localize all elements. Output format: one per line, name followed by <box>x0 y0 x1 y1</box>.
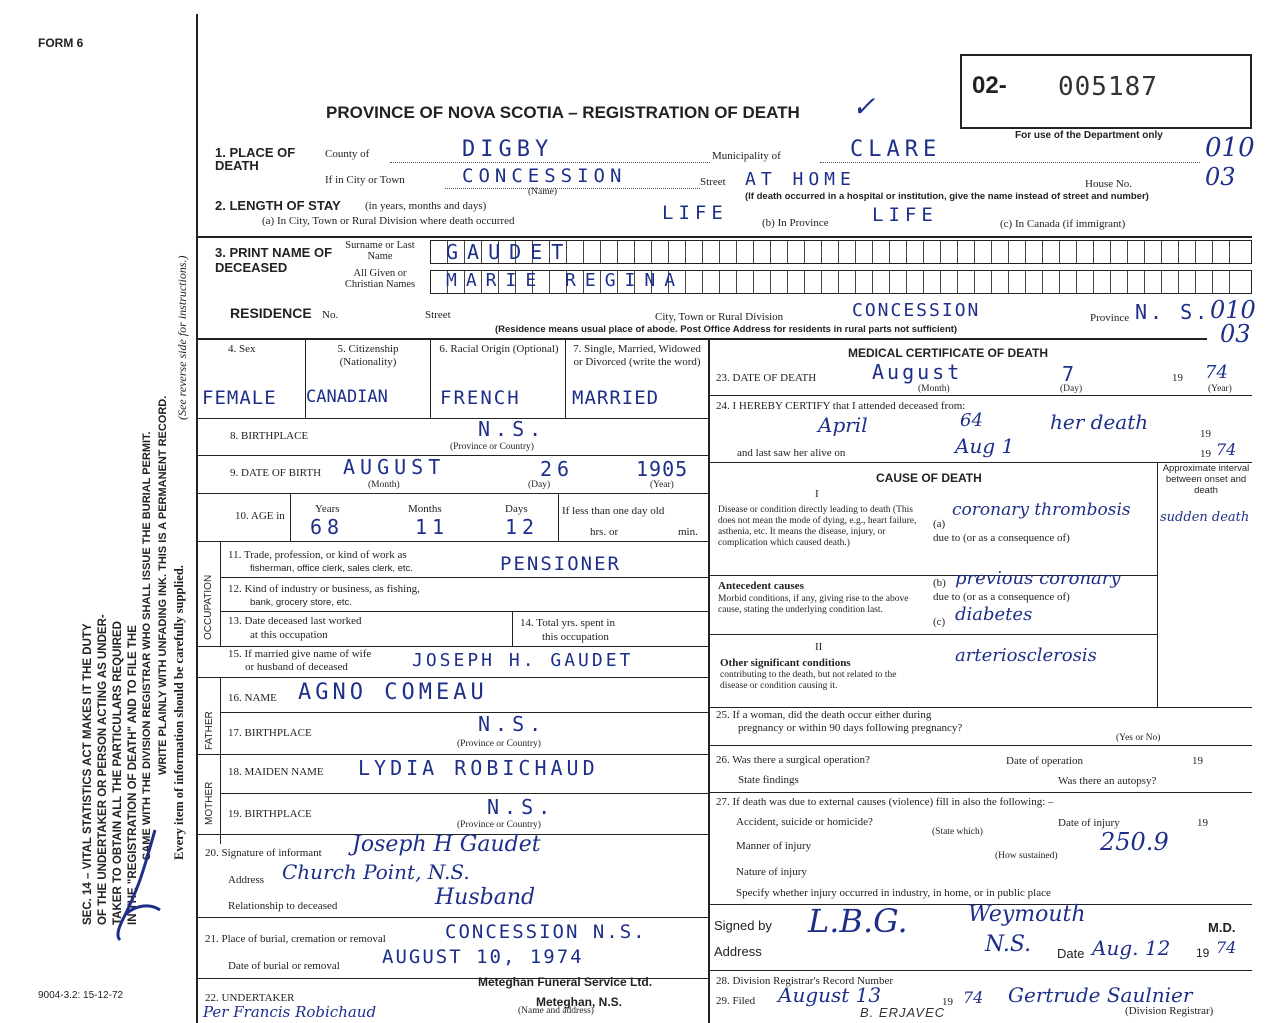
death-day-sub: (Day) <box>1060 384 1083 394</box>
residence-street-label: Street <box>425 309 451 321</box>
municipality-value: CLARE <box>850 137 942 162</box>
cause-a-value: coronary thrombosis <box>952 500 1131 520</box>
h25 <box>708 707 1252 708</box>
certify-label: 24. I HEREBY CERTIFY that I attended deceased from: <box>716 400 966 412</box>
h26 <box>708 745 1252 746</box>
father-side-label: FATHER <box>204 711 215 750</box>
birthplace-sub: (Province or Country) <box>450 442 534 452</box>
side-line-3: TAKER TO OBTAIN ALL THE PARTICULARS REQUIRED <box>112 621 124 925</box>
father-birthplace-label: 17. BIRTHPLACE <box>228 727 312 739</box>
maiden-name-label: 18. MAIDEN NAME <box>228 766 324 778</box>
cause-b-label: (b) <box>933 577 946 589</box>
street-value: AT HOME <box>745 169 856 190</box>
reg-box-bottom <box>960 127 1252 129</box>
total-years-label: 14. Total yrs. spent in <box>520 617 615 629</box>
cert-date-year: 74 <box>1216 938 1237 957</box>
roman-1: I <box>815 488 819 500</box>
check-mark: ✓ <box>852 90 876 123</box>
v14 <box>512 611 513 646</box>
trade-value: PENSIONER <box>500 553 621 575</box>
dept-only-note: For use of the Department only <box>1015 130 1163 141</box>
side-line-1: SEC. 14 – VITAL STATISTICS ACT MAKES IT THE DUTY <box>82 623 94 925</box>
city-value: CONCESSION <box>462 165 627 187</box>
dob-day-sub: (Day) <box>528 480 551 490</box>
side-line-4: IN THE "REGISTRATION OF DEATH" AND TO FILE THE <box>127 625 139 925</box>
years-value: 68 <box>310 515 345 539</box>
other-value: arteriosclerosis <box>955 645 1097 666</box>
dob-year-sub: (Year) <box>650 480 674 490</box>
residence-city-value: CONCESSION <box>852 300 981 321</box>
death-month-sub: (Month) <box>918 384 950 394</box>
v-cit <box>430 338 431 418</box>
operation-date-label: Date of operation <box>1006 755 1083 767</box>
h16 <box>197 677 708 678</box>
stay-c-label: (c) In Canada (if immigrant) <box>1000 218 1126 230</box>
due-to-2: due to (or as a consequence of) <box>933 591 1070 603</box>
reg-prefix: 02- <box>972 72 1007 99</box>
industry-label: 12. Kind of industry or business, as fishing, <box>228 583 420 595</box>
given-label: All Given or Christian Names <box>344 268 416 290</box>
citizenship-label: 5. Citizenship (Nationality) <box>337 343 399 368</box>
address-value: N.S. <box>985 932 1032 957</box>
residence-prov-label: Province <box>1090 312 1130 324</box>
side-line-7: Every item of information should be carefully supplied. <box>172 565 186 860</box>
place-note: (If death occurred in a hospital or institution, give the name instead of street and number) <box>745 191 1149 202</box>
h11 <box>197 541 708 542</box>
attended-from-year: 64 <box>960 410 983 431</box>
cause-title: CAUSE OF DEATH <box>876 471 982 485</box>
attended-from: April <box>818 413 868 437</box>
sex-value: FEMALE <box>202 387 277 409</box>
pregnancy-sub: pregnancy or within 90 days following pregnancy? <box>738 722 963 734</box>
side-line-5: SAME WITH THE DIVISION REGISTRAR WHO SHALL ISSUE THE BURIAL PERMIT. <box>141 431 153 860</box>
marital-value: MARRIED <box>572 387 660 409</box>
death-year-sub: (Year) <box>1208 384 1232 394</box>
v-mother <box>220 754 221 844</box>
dob-month: AUGUST <box>343 455 446 479</box>
h12 <box>220 577 708 578</box>
undertaker-sub: (Name and address) <box>518 1006 594 1016</box>
manner-label: Manner of injury <box>736 840 812 852</box>
nineteen-4: 19 <box>1197 817 1208 829</box>
cause-c-label: (c) <box>933 616 946 628</box>
stay-sub: (in years, months and days) <box>365 200 487 212</box>
muni-line <box>820 162 1200 163</box>
cause-a-interval: sudden death <box>1160 510 1250 525</box>
death-year: 74 <box>1205 362 1228 383</box>
citizenship-value: CANADIAN <box>306 387 388 407</box>
stay-b-value: LIFE <box>872 204 938 226</box>
document-code: 9004-3.2: 15-12-72 <box>38 990 124 1001</box>
race-value: FRENCH <box>440 387 521 409</box>
burial-date-value: AUGUST 10, 1974 <box>382 946 584 968</box>
antecedent-sub: Morbid conditions, if any, giving rise to the above cause, stating the underlying condition last. <box>718 594 909 615</box>
stay-a-value: LIFE <box>662 202 728 224</box>
marital-label: 7. Single, Married, Widowed or Divorced (write the word) <box>573 343 701 368</box>
nineteen-1: 19 <box>1200 428 1211 440</box>
name-sub-label: (Name) <box>528 187 558 197</box>
death-day: 7 <box>1062 362 1080 386</box>
trade-label: 11. Trade, profession, or kind of work as <box>228 549 407 561</box>
filed-year: 74 <box>963 988 984 1007</box>
v-occ <box>220 541 221 646</box>
h13 <box>220 611 708 612</box>
total-years-sub: this occupation <box>542 631 609 643</box>
cert-date-19: 19 <box>1196 946 1210 960</box>
v-lt <box>558 493 559 541</box>
h21 <box>197 917 708 918</box>
residence-no-label: No. <box>322 309 339 321</box>
print-name-label: 3. PRINT NAME OF DECEASED <box>215 245 333 275</box>
mother-birthplace-value: N.S. <box>487 795 556 819</box>
residence-city-label: City, Town or Rural Division <box>655 311 784 323</box>
h-other <box>710 634 1157 635</box>
h10 <box>197 493 708 494</box>
city-line <box>445 188 700 189</box>
interval-label: Approximate interval between onset and death <box>1162 463 1250 496</box>
death-month: August <box>872 360 963 384</box>
residence-label: RESIDENCE <box>230 305 312 321</box>
registrar-stamp: B. ERJAVEC <box>860 1005 946 1020</box>
years-label: Years <box>315 503 340 515</box>
left-border <box>196 14 198 1023</box>
informant-address-value: Church Point, N.S. <box>282 860 470 884</box>
informant-signature: Joseph H Gaudet <box>352 832 541 857</box>
due-to-1: due to (or as a consequence of) <box>933 532 1070 544</box>
dob-day: 26 <box>540 457 575 481</box>
h18 <box>197 754 708 755</box>
residence-note: (Residence means usual place of abode. Post Office Address for residents in rural parts not sufficient) <box>495 324 958 335</box>
last-seen-year: 74 <box>1216 440 1237 459</box>
spouse-label: 15. If married give name of wife <box>228 648 372 660</box>
signed-place: Weymouth <box>968 902 1086 927</box>
county-value: DIGBY <box>462 137 554 162</box>
father-birthplace-sub: (Province or Country) <box>457 739 541 749</box>
stay-a-label: (a) In City, Town or Rural Division where death occurred <box>262 215 515 227</box>
given-value: MARIE REGINA <box>446 270 685 291</box>
nature-label: Nature of injury <box>736 866 807 878</box>
medical-title: MEDICAL CERTIFICATE OF DEATH <box>848 346 1048 360</box>
father-name-value: AGNO COMEAU <box>298 680 488 705</box>
signed-by-label: Signed by <box>714 918 772 933</box>
address-label: Address <box>714 944 762 959</box>
h27 <box>708 792 1252 793</box>
informant-label: 20. Signature of informant <box>205 847 322 859</box>
code-value: 250.9 <box>1100 828 1169 856</box>
mother-birthplace-label: 19. BIRTHPLACE <box>228 808 312 820</box>
reg-box-right <box>1250 54 1252 129</box>
reg-box-top <box>960 54 1252 56</box>
informant-address-label: Address <box>228 874 265 886</box>
mother-birthplace-sub: (Province or Country) <box>457 820 541 830</box>
form-title: PROVINCE OF NOVA SCOTIA – REGISTRATION OF DEATH <box>326 103 800 122</box>
hrs-label: hrs. or <box>590 526 619 538</box>
house-code: 03 <box>1205 163 1236 191</box>
days-value: 12 <box>505 515 540 539</box>
burial-place-label: 21. Place of burial, cremation or removal <box>205 933 386 945</box>
date-of-death-label: 23. DATE OF DEATH <box>716 372 817 384</box>
h8 <box>197 418 708 419</box>
sex-label: 4. Sex <box>228 343 256 355</box>
other-sub: contributing to the death, but not related to the disease or condition causing it. <box>720 670 897 691</box>
relationship-value: Husband <box>435 885 536 910</box>
filed-date: August 13 <box>778 983 882 1007</box>
dob-year: 1905 <box>636 457 689 481</box>
months-value: 11 <box>415 515 450 539</box>
h17 <box>220 712 708 713</box>
pregnancy-label: 25. If a woman, did the death occur either during <box>716 709 932 721</box>
city-label: If in City or Town <box>325 174 405 186</box>
registrar-signature: Gertrude Saulnier <box>1008 983 1193 1007</box>
cause-b-value: previous coronary <box>955 568 1121 589</box>
record-number-label: 28. Division Registrar's Record Number <box>716 975 894 987</box>
place-of-death-label: 1. PLACE OF DEATH <box>215 145 296 173</box>
less-than-day-label: If less than one day old <box>562 505 665 517</box>
accident-label: Accident, suicide or homicide? <box>736 816 873 828</box>
divider-personal <box>197 338 1207 340</box>
nineteen-3: 19 <box>1192 755 1203 767</box>
spouse-sub: or husband of deceased <box>245 661 348 673</box>
last-worked-label: 13. Date deceased last worked <box>228 615 362 627</box>
how-sustained: (How sustained) <box>995 851 1058 861</box>
undertaker-place: Meteghan, N.S. <box>536 995 623 1009</box>
physician-signature: L.B.G. <box>808 902 908 940</box>
father-name-label: 16. NAME <box>228 692 277 704</box>
surname-value: GAUDET <box>446 240 573 264</box>
street-label: Street <box>700 176 726 188</box>
industry-sub: bank, grocery store, etc. <box>250 597 352 608</box>
attended-to: her death <box>1050 410 1149 434</box>
length-of-stay-label: 2. LENGTH OF STAY <box>215 198 341 213</box>
race-label: 6. Racial Origin (Optional) <box>439 343 559 355</box>
father-birthplace-value: N.S. <box>478 712 547 736</box>
dob-label: 9. DATE OF BIRTH <box>230 467 322 479</box>
undertaker-signature: Per Francis Robichaud <box>203 1003 377 1021</box>
last-worked-sub: at this occupation <box>250 629 328 641</box>
county-line <box>390 162 710 163</box>
county-label: County of <box>325 148 370 160</box>
last-seen-date: Aug 1 <box>955 434 1015 458</box>
injury-date-label: Date of injury <box>1058 817 1120 829</box>
last-seen-label: and last saw her alive on <box>737 447 846 459</box>
burial-place-value: CONCESSION N.S. <box>445 921 647 943</box>
death-year-pre: 19 <box>1172 372 1183 384</box>
mother-side-label: MOTHER <box>204 781 215 825</box>
reg-box-left <box>960 54 962 129</box>
birthplace-label: 8. BIRTHPLACE <box>230 430 309 442</box>
side-line-2: OF THE UNDERTAKER OR PERSON ACTING AS UNDER- <box>97 614 109 925</box>
cert-date-label: Date <box>1057 946 1085 961</box>
cause-a-label: (a) <box>933 518 946 530</box>
municipality-label: Municipality of <box>712 150 781 162</box>
undertaker-label: 22. UNDERTAKER <box>205 992 295 1004</box>
autopsy-label: Was there an autopsy? <box>1058 775 1157 787</box>
age-label: 10. AGE in <box>235 510 285 522</box>
relationship-label: Relationship to deceased <box>228 900 338 912</box>
stay-b-label: (b) In Province <box>762 217 829 229</box>
residence-prov-value: N. S. <box>1135 300 1211 324</box>
form-number: FORM 6 <box>38 36 84 50</box>
house-label: House No. <box>1085 178 1133 190</box>
residence-code-2: 03 <box>1220 320 1251 348</box>
cert-date-value: Aug. 12 <box>1092 936 1171 960</box>
external-label: 27. If death was due to external causes (violence) fill in also the following: – <box>716 796 1054 808</box>
spouse-value: JOSEPH H. GAUDET <box>412 650 634 671</box>
side-line-8: (See reverse side for instructions.) <box>175 255 189 420</box>
reg-number: 005187 <box>1058 72 1158 102</box>
municipality-code: 010 <box>1205 133 1255 163</box>
trade-sub: fisherman, office clerk, sales clerk, etc. <box>250 563 413 574</box>
burial-date-label: Date of burial or removal <box>228 960 340 972</box>
specify-label: Specify whether injury occurred in industry, in home, or in public place <box>736 887 1051 899</box>
undertaker-name: Meteghan Funeral Service Ltd. <box>478 975 653 989</box>
registrar-role: (Division Registrar) <box>1125 1005 1214 1017</box>
filed-19: 19 <box>942 996 953 1008</box>
v-age <box>290 493 291 541</box>
v-interval <box>1157 462 1158 707</box>
cause-c-value: diabetes <box>955 604 1033 625</box>
surname-label: Surname or Last Name <box>345 240 415 262</box>
side-line-6: WRITE PLAINLY WITH UNFADING INK. THIS IS A PERMANENT RECORD. <box>157 395 169 775</box>
other-label: Other significant conditions <box>720 657 851 669</box>
registrar-initial-mark <box>105 825 165 945</box>
operation-label: 26. Was there a surgical operation? <box>716 754 870 766</box>
roman-2: II <box>815 641 823 653</box>
filed-label: 29. Filed <box>716 995 756 1007</box>
dob-month-sub: (Month) <box>368 480 400 490</box>
center-divider <box>708 338 710 1023</box>
h28 <box>708 970 1252 971</box>
h9 <box>197 455 708 456</box>
occupation-side-label: OCCUPATION <box>203 574 214 640</box>
months-label: Months <box>408 503 442 515</box>
min-label: min. <box>678 526 698 538</box>
h19 <box>220 793 708 794</box>
residence-code-1: 010 <box>1210 296 1256 324</box>
md-label: M.D. <box>1208 920 1236 935</box>
divider-3 <box>197 236 1252 238</box>
disease-label: Disease or condition directly leading to death (This does not mean the mode of dying, e.g., heart failure, asthenia, etc. It means the disease, injury, or complication which caused death.) <box>718 505 917 548</box>
nineteen-2: 19 <box>1200 448 1211 460</box>
h24 <box>708 395 1252 396</box>
h15 <box>197 646 708 647</box>
maiden-name-value: LYDIA ROBICHAUD <box>358 756 599 780</box>
v-race <box>565 338 566 418</box>
days-label: Days <box>505 503 528 515</box>
state-which: (State which) <box>932 827 983 837</box>
antecedent-label: Antecedent causes <box>718 580 804 592</box>
yes-no-label: (Yes or No) <box>1116 733 1161 743</box>
birthplace-value: N.S. <box>478 417 547 441</box>
findings-label: State findings <box>738 774 799 786</box>
